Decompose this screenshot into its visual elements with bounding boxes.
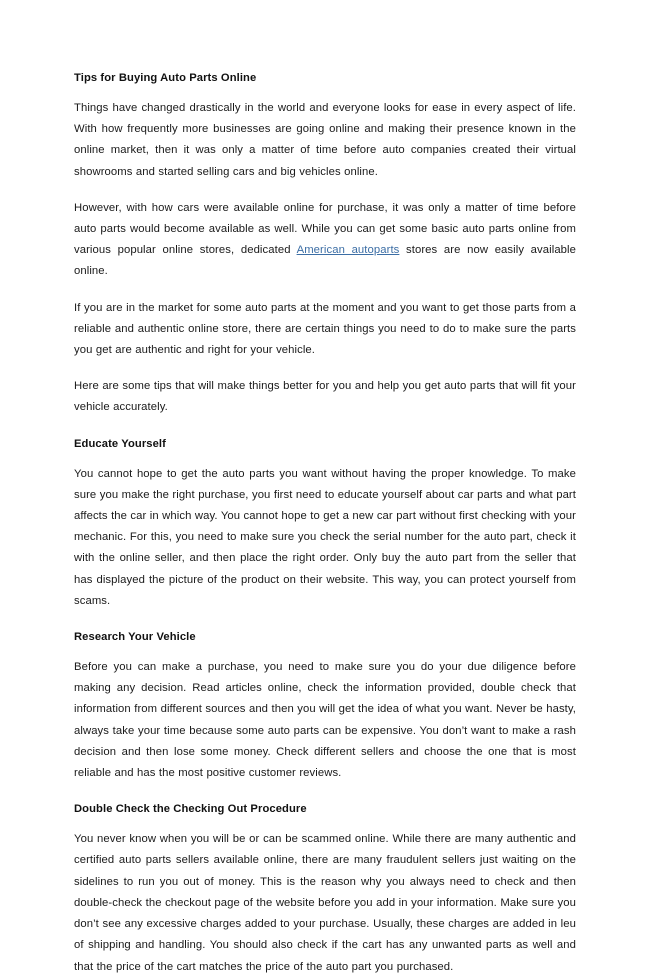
page-title: Tips for Buying Auto Parts Online [74, 72, 257, 84]
paragraph-double-check-checkout: You never know when you will be or can be scammed online. While there are many authentic and certified auto parts sellers available online, there are many fraudulent sellers just waiting on the sidelines to run you out of money. This is the reason why you always need to check and then double-check the checkout page of the website before you add in your information. Make sure you don’t see any excessive charges added to your purchase. Usually, these charges are added in leu of shipping and handling. You should also check if the cart has any unwanted parts as well and that the price of the cart matches the price of the auto part you purchased. [74, 833, 576, 973]
heading-double-check-checkout: Double Check the Checking Out Procedure [74, 803, 307, 816]
heading-educate-yourself: Educate Yourself [74, 437, 166, 450]
paragraph-online-availability [74, 198, 576, 283]
paragraph-intro: Things have changed drastically in the world and everyone looks for ease in every aspect of life. With how frequently more businesses are going online and making their presence known in the online market, then it was only a matter of time before auto companies created their virtual showrooms and started selling cars and big vehicles online. [74, 102, 576, 178]
paragraph-tips-lead: Here are some tips that will make things better for you and help you get auto parts that will fit your vehicle accurately. [74, 380, 576, 414]
heading-research-your-vehicle: Research Your Vehicle [74, 631, 196, 644]
american-autoparts-link[interactable]: American autoparts [296, 244, 400, 257]
document-body [74, 70, 576, 978]
paragraph-educate-yourself: You cannot hope to get the auto parts you want without having the proper knowledge. To make sure you make the right purchase, you first need to educate yourself about car parts and what part affects the car in which way. You cannot hope to get a new car part without first checking with your mechanic. For this, you need to make sure you check the serial number for the auto part, check it with the online seller, and then place the right order. Only buy the auto part from the seller that has displayed the picture of the product on their website. This way, you can protect yourself from scams. [74, 467, 576, 607]
paragraph-market-advice: If you are in the market for some auto parts at the moment and you want to get those parts from a reliable and authentic online store, there are certain things you need to do to make sure the parts you get are authentic and right for your vehicle. [74, 301, 576, 357]
paragraph-text-after-link: stores are now easily available online. [74, 244, 576, 278]
paragraph-research-your-vehicle: Before you can make a purchase, you need to make sure you do your due diligence before making any decision. Read articles online, check the information provided, double check that information from different sources and then you will get the idea of what you want. Never be hasty, always take your time because some auto parts can be expensive. You don’t want to make a rash decision and then lose some money. Check different sellers and choose the one that is most reliable and has the most positive customer reviews. [74, 661, 576, 780]
paragraph-text-before-link: However, with how cars were available online for purchase, it was only a matter of time before auto parts would become available as well. While you can get some basic auto parts online from various popular online stores, dedicated [74, 201, 576, 257]
